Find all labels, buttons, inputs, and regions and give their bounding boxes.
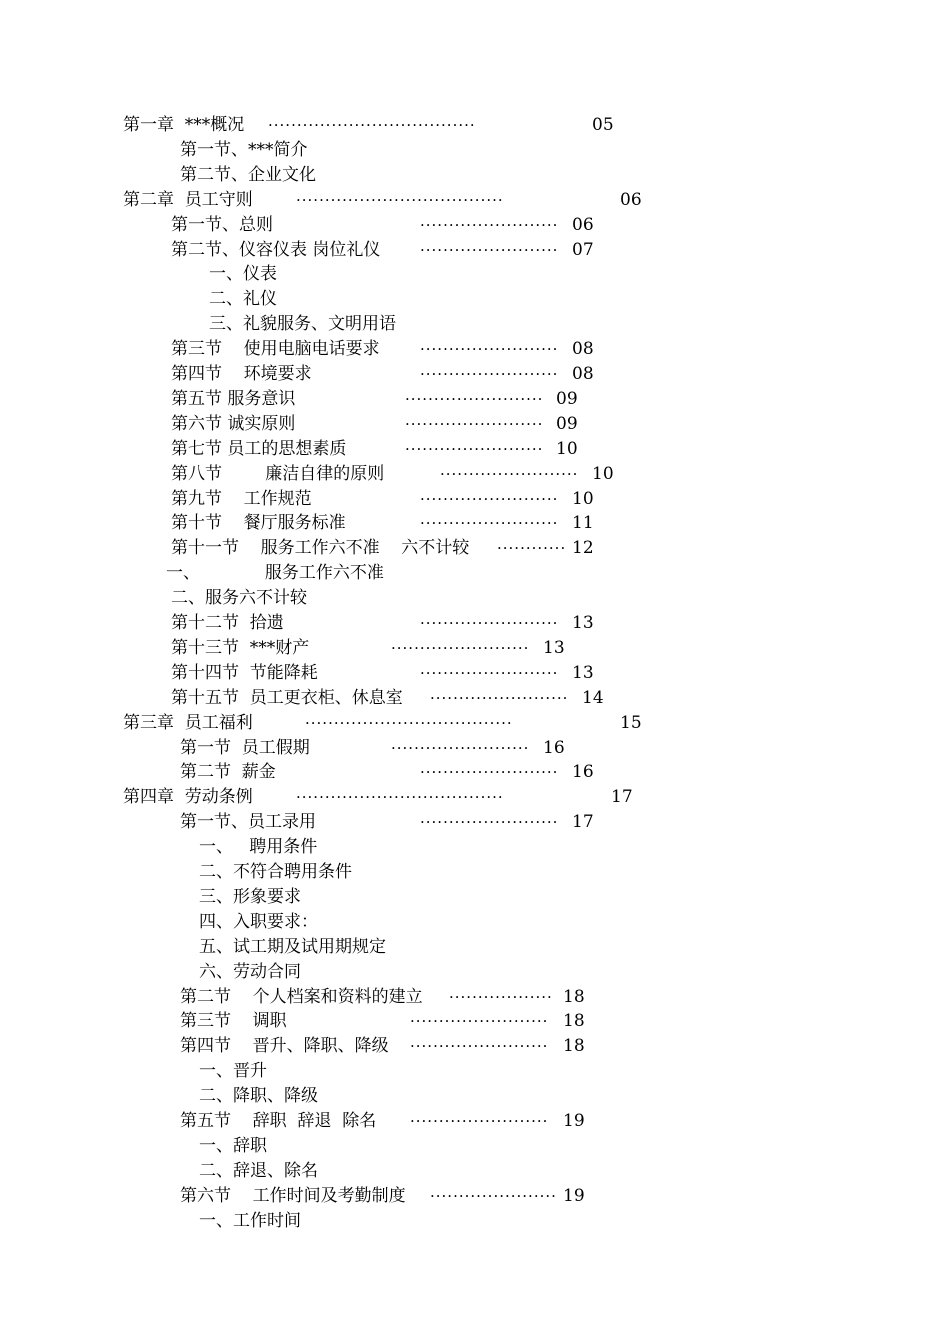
toc-dot-leader: ························ xyxy=(391,738,530,757)
toc-entry xyxy=(0,810,950,834)
toc-page-number: 06 xyxy=(620,189,642,210)
toc-subentry xyxy=(0,910,950,934)
toc-dot-leader: ························ xyxy=(405,439,544,458)
toc-subentry xyxy=(0,586,950,610)
toc-entry xyxy=(0,985,950,1009)
toc-entry-title: 第二章 员工守则 xyxy=(123,189,253,210)
toc-page-number: 05 xyxy=(592,115,614,135)
toc-entry-title: 第十五节 员工更衣柜、休息室 xyxy=(171,687,403,708)
toc-subentry xyxy=(0,885,950,909)
toc-entry xyxy=(0,760,950,784)
toc-entry-title: 三、形象要求 xyxy=(199,886,301,907)
toc-dot-leader: ···································· xyxy=(305,713,513,732)
toc-dot-leader: ···································· xyxy=(268,116,476,134)
toc-dot-leader: ·················· xyxy=(449,987,553,1006)
toc-page-number: 17 xyxy=(572,812,594,833)
toc-subentry xyxy=(0,138,950,162)
toc-entry xyxy=(0,238,950,262)
toc-entry xyxy=(0,113,950,137)
toc-entry-title: 二、降职、降级 xyxy=(199,1086,318,1107)
toc-subentry xyxy=(0,1134,950,1158)
toc-entry xyxy=(0,711,950,735)
toc-dot-leader: ························ xyxy=(420,489,559,508)
toc-entry-title: 五、试工期及试用期规定 xyxy=(199,936,386,957)
toc-page-number: 16 xyxy=(572,762,594,783)
toc-entry xyxy=(0,1109,950,1133)
toc-dot-leader: ························ xyxy=(420,614,559,632)
toc-entry xyxy=(0,337,950,361)
toc-entry xyxy=(0,437,950,461)
toc-dot-leader: ························ xyxy=(420,663,559,682)
toc-page-number: 10 xyxy=(556,438,578,459)
toc-page-number: 18 xyxy=(563,986,585,1007)
toc-entry-title: 一、工作时间 xyxy=(199,1210,301,1231)
toc-entry xyxy=(0,387,950,411)
toc-page-number: 13 xyxy=(543,637,565,658)
toc-page-number: 07 xyxy=(572,239,594,260)
toc-entry-title: 第一章 ***概况 xyxy=(123,115,245,135)
toc-entry-title: 一、辞职 xyxy=(199,1135,267,1156)
toc-page-number: 09 xyxy=(556,388,578,409)
toc-entry-title: 第七节 员工的思想素质 xyxy=(171,438,347,459)
toc-entry xyxy=(0,487,950,511)
toc-subentry xyxy=(0,312,950,336)
toc-dot-leader: ························ xyxy=(405,389,544,408)
toc-entry-title: 第二节 薪金 xyxy=(180,762,276,783)
toc-subentry xyxy=(0,935,950,959)
toc-page-number: 16 xyxy=(543,737,565,758)
toc-entry-title: 六、劳动合同 xyxy=(199,961,301,982)
toc-entry-title: 四、入职要求： xyxy=(199,911,318,932)
toc-entry-title: 第一节、员工录用 xyxy=(180,812,316,833)
toc-entry xyxy=(0,611,950,635)
toc-dot-leader: ························ xyxy=(420,215,559,234)
toc-entry-title: 二、服务六不计较 xyxy=(171,588,307,609)
toc-entry-title: 第九节 工作规范 xyxy=(171,488,312,509)
toc-subentry xyxy=(0,163,950,187)
toc-entry-title: 第二节 个人档案和资料的建立 xyxy=(180,986,423,1007)
toc-entry-title: 第十一节 服务工作六不准 六不计较 xyxy=(171,538,470,559)
toc-page-number: 11 xyxy=(572,513,594,534)
toc-entry-title: 第十二节 拾遗 xyxy=(171,613,284,633)
toc-page-number: 10 xyxy=(592,463,614,484)
toc-entry-title: 第一节 员工假期 xyxy=(180,737,310,758)
toc-entry xyxy=(0,412,950,436)
toc-entry xyxy=(0,686,950,710)
toc-page-number: 13 xyxy=(572,613,594,633)
toc-subentry xyxy=(0,1084,950,1108)
toc-subentry xyxy=(0,960,950,984)
toc-entry-title: 第四章 劳动条例 xyxy=(123,787,253,808)
toc-dot-leader: ························ xyxy=(405,414,544,433)
toc-page-number: 08 xyxy=(572,339,594,360)
toc-entry-title: 三、礼貌服务、文明用语 xyxy=(209,314,396,335)
toc-entry-title: 二、礼仪 xyxy=(209,289,277,310)
toc-entry-title: 第二节、企业文化 xyxy=(180,164,316,185)
toc-entry xyxy=(0,462,950,486)
toc-page-number: 08 xyxy=(572,364,594,384)
toc-entry xyxy=(0,1009,950,1033)
toc-entry-title: 第一节、***简介 xyxy=(180,139,308,160)
toc-dot-leader: ···································· xyxy=(296,190,504,209)
toc-entry-title: 第八节 廉洁自律的原则 xyxy=(171,463,385,484)
toc-dot-leader: ························ xyxy=(410,1012,549,1031)
toc-page-number: 18 xyxy=(563,1011,585,1032)
toc-dot-leader: ························ xyxy=(420,340,559,359)
toc-entry xyxy=(0,511,950,535)
toc-entry xyxy=(0,661,950,685)
toc-subentry xyxy=(0,860,950,884)
toc-page-number: 09 xyxy=(556,413,578,434)
toc-entry-title: 第三章 员工福利 xyxy=(123,712,253,733)
toc-dot-leader: ························ xyxy=(430,688,569,707)
toc-entry-title: 第六节 诚实原则 xyxy=(171,413,296,434)
toc-dot-leader: ························ xyxy=(391,638,530,657)
toc-entry xyxy=(0,636,950,660)
toc-entry xyxy=(0,188,950,212)
toc-entry-title: 一、 服务工作六不准 xyxy=(166,563,384,584)
toc-entry-title: 第四节 环境要求 xyxy=(171,364,312,384)
toc-entry-title: 一、晋升 xyxy=(199,1061,267,1082)
toc-subentry xyxy=(0,1159,950,1183)
toc-page-number: 15 xyxy=(620,712,642,733)
toc-entry-title: 第六节 工作时间及考勤制度 xyxy=(180,1185,406,1206)
toc-page-number: 19 xyxy=(563,1111,585,1131)
toc-entry xyxy=(0,536,950,560)
toc-entry-title: 第十三节 ***财产 xyxy=(171,637,310,658)
toc-entry-title: 第三节 使用电脑电话要求 xyxy=(171,339,380,360)
toc-entry-title: 第十四节 节能降耗 xyxy=(171,662,318,683)
toc-page-number: 19 xyxy=(563,1185,585,1206)
toc-entry-title: 一、 聘用条件 xyxy=(199,837,318,858)
toc-page-number: 13 xyxy=(572,662,594,683)
toc-entry-title: 第三节 调职 xyxy=(180,1011,287,1032)
toc-entry-title: 二、不符合聘用条件 xyxy=(199,862,352,882)
toc-entry-title: 第十节 餐厅服务标准 xyxy=(171,513,346,534)
toc-dot-leader: ························ xyxy=(440,464,579,483)
toc-page-number: 12 xyxy=(572,538,594,559)
toc-entry xyxy=(0,362,950,386)
toc-page-number: 18 xyxy=(563,1036,585,1057)
toc-dot-leader: ···································· xyxy=(296,788,504,807)
toc-entry xyxy=(0,736,950,760)
toc-dot-leader: ························ xyxy=(420,514,559,533)
toc-entry xyxy=(0,1184,950,1208)
toc-entry-title: 第五节 服务意识 xyxy=(171,388,296,409)
toc-page-number: 14 xyxy=(582,687,604,708)
toc-entry-title: 一、仪表 xyxy=(209,264,277,285)
toc-entry-title: 二、辞退、除名 xyxy=(199,1160,318,1181)
toc-subentry xyxy=(0,262,950,286)
toc-entry-title: 第五节 辞职 辞退 除名 xyxy=(180,1111,377,1131)
toc-dot-leader: ······················ xyxy=(430,1186,557,1205)
toc-entry-title: 第二节、仪容仪表 岗位礼仪 xyxy=(171,239,381,260)
toc-dot-leader: ························ xyxy=(420,365,559,383)
toc-subentry xyxy=(0,1059,950,1083)
toc-entry xyxy=(0,213,950,237)
toc-entry xyxy=(0,1034,950,1058)
toc-dot-leader: ············ xyxy=(497,539,567,558)
toc-dot-leader: ························ xyxy=(420,240,559,259)
toc-entry-title: 第一节、总则 xyxy=(171,214,273,235)
toc-dot-leader: ························ xyxy=(420,813,559,832)
toc-entry xyxy=(0,785,950,809)
toc-subentry xyxy=(0,835,950,859)
toc-subentry xyxy=(0,1209,950,1233)
toc-page-number: 10 xyxy=(572,488,594,509)
toc-subentry xyxy=(0,287,950,311)
toc-dot-leader: ························ xyxy=(420,763,559,782)
toc-dot-leader: ························ xyxy=(410,1037,549,1056)
toc-entry-title: 第四节 晋升、降职、降级 xyxy=(180,1036,389,1057)
toc-page-number: 17 xyxy=(611,787,633,808)
toc-dot-leader: ························ xyxy=(410,1112,549,1130)
toc-subentry xyxy=(0,561,950,585)
toc-page-number: 06 xyxy=(572,214,594,235)
